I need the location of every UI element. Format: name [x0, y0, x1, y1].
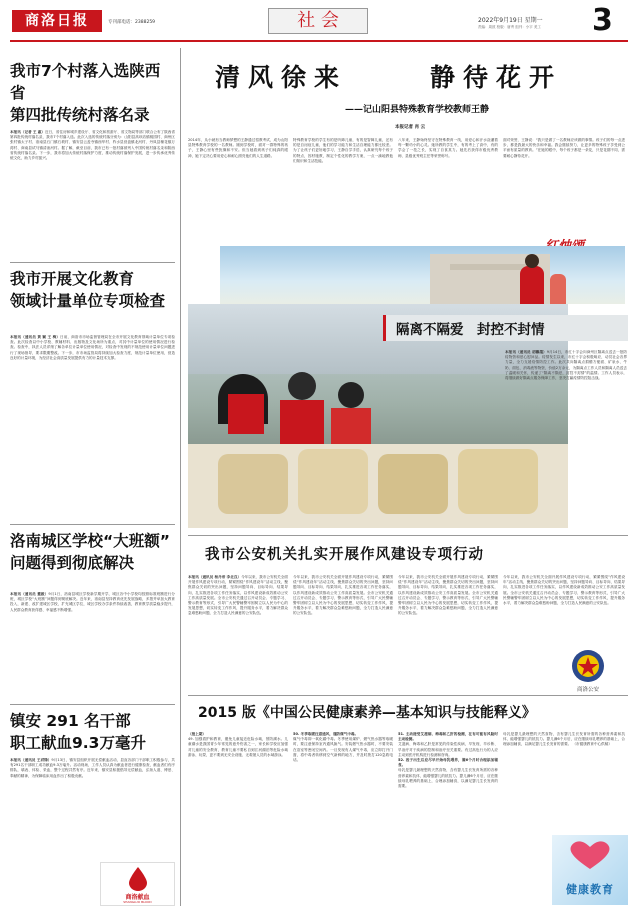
rule-3 — [10, 704, 175, 705]
blood-logo-caption: 商洛献血 — [125, 894, 150, 901]
health-section-4: 52. 孩子出生后应尽早开始母乳喂养，满6个月时合理添加辅食。 — [398, 758, 498, 768]
police-body-2: 今年以来，我市公安机关全面开展作风建设专项行动，紧紧围绕“作风建设年”活动主线，聚焦群众关切的突出问题，坚持问题导向、目标导向、结果导向，扎实推进各项工作任务落实，以作风建设新成效推动公安工作高质量发展。全市公安机关通过召开动员会、专题学习、警示教育等形式，引导广大民警辅警牢固树立以人民为中心的发展思想，切实转变工作作风，提升服务水平，着力解决群众急难愁盼问题，全力打造人民满意的公安队伍。 — [293, 575, 393, 616]
article-classes-byline: 本报讯（通讯员 董毅） — [10, 592, 49, 596]
column-divider-left — [180, 48, 181, 906]
health-source: （市健康教育中心供稿） — [572, 742, 612, 747]
health-section-2: 50. 冬季取暖注意通风，谨防煤气中毒。 — [293, 732, 359, 736]
article-classes-headline-2: 问题得到彻底解决 — [10, 554, 135, 572]
section-title — [268, 8, 368, 34]
article-blood-headline-1: 镇安 291 名干部 — [10, 712, 131, 730]
article-measurement-headline-1: 我市开展文化教育 — [10, 270, 135, 288]
blood-logo-sub: SHANGLUO BLOOD — [123, 900, 152, 904]
rule-1 — [10, 262, 175, 263]
article-blood — [10, 710, 175, 754]
article-classes-text: 9月1日，洛南县城区学校新学期开学，城区各中小学校均按照标准班额进行分班，城区学校“大班额”问题得到彻底解决。近年来，洛南县坚持教育优先发展战略，多措并举加大教育投入，新建、改扩建城区学校，扩充城区学位，城区学校办学条件持续改善，教育教学质量稳步提升，人民群众教育获得感、幸福感不断增强。 — [10, 592, 175, 612]
police-text: 今年以来，我市公安机关全面开展作风建设专项行动，紧紧围绕“作风建设年”活动主线，聚焦群众关切的突出问题，坚持问题导向、目标导向、结果导向，扎实推进各项工作任务落实，以作风建设新成效推动公安工作高质量发展。全市公安机关通过召开动员会、专题学习、警示教育等形式，引导广大民警辅警牢固树立以人民为中心的发展思想，切实转变工作作风，提升服务水平，着力解决群众急难愁盼问题，全力打造人民满意的公安队伍。 — [188, 575, 288, 616]
rule-2 — [10, 524, 175, 525]
logo-text: 商洛日报 — [25, 13, 89, 29]
article-villages-headline-2: 第四批传统村落名录 — [10, 106, 150, 124]
article-blood-text: 9月13日，镇安县组织开展无偿献血活动，县直各部门干部职工积极参与，共有291名干部职工成功献血9.3万毫升。活动现场，工作人员认真为献血者进行健康检查，献血者们有序排队，填表、体检、采血，整个过程井然有序。近年来，镇安县积极倡导无偿献血，弘扬人道、博爱、奉献的精神，为保障临床用血作出了积极贡献。 — [10, 758, 175, 778]
heart-icon — [552, 835, 628, 875]
feature-col-4: 面对荣誉，王静说：“我只是做了一名教师应该做的事情。孩子们的每一点进步，都是我最大的快乐和幸福。我会继续努力，让更多的特殊孩子享受到公平而有质量的教育。”在她的眼中，每个孩子都是一朵花，只是花期不同，需要耐心静待花开。 — [503, 138, 625, 158]
police-badge-icon — [570, 648, 606, 684]
police-body-3: 今年以来，我市公安机关全面开展作风建设专项行动，紧紧围绕“作风建设年”活动主线，聚焦群众关切的突出问题，坚持问题导向、目标导向、结果导向，扎实推进各项工作任务落实，以作风建设新成效推动公安工作高质量发展。全市公安机关通过召开动员会、专题学习、警示教育等形式，引导广大民警辅警牢固树立以人民为中心的发展思想，切实转变工作作风，提升服务水平，着力解决群众急难愁盼问题，全力打造人民满意的公安队伍。 — [398, 575, 498, 616]
feature-byline: 本报记者 肖 云 — [395, 125, 426, 130]
health-col-3 — [398, 732, 498, 906]
quarantine-headline: 隔离不隔爱 封控不封情 — [396, 322, 545, 338]
feature-photo — [220, 246, 625, 304]
edition-info: 专刊部电话：2388259 — [108, 20, 156, 25]
police-emblem — [552, 648, 624, 692]
health-text-2: 煤气中毒即一氧化碳中毒。冬季使用煤炉、燃气热水器等取暖时，要注意保持室内通风换气。安装燃气热水器时，不要安装在浴室等密闭空间内。一旦发现有人煤气中毒，应立即打开门窗，将中毒者转移到空气新鲜的地方，并及时拨打120急救电话。 — [293, 737, 393, 763]
police-byline: 本报讯（通讯员 杨丹帝 李北良） — [188, 575, 242, 579]
section-label: 社 会 — [297, 10, 339, 31]
article-measurement-text: 日前，商洛市市场监督管理局在全市开展文化教育领域计量单位专项检查。此次检查以中小学校、教辅材料、出版物及文化场所为重点，对其中计量单位的使用情况进行检查。检查中，执法人员详细了解各单位计量单位使用情况，对检查中发现的不规范使用计量单位问题进行了现场指导，要求限期整改。下一步，市市场监管局将持续加大检查力度，规范计量单位使用，营造良好的计量环境，为经济社会高质量发展提供有力的计量技术支撑。 — [10, 335, 175, 360]
quarantine-body — [505, 350, 627, 520]
feature-title-right: 静待花开 — [430, 63, 563, 92]
masthead-rule — [10, 40, 628, 42]
health-section-1: （接上期） — [188, 732, 206, 736]
article-villages-byline: 本报讯（记者 王 惠） — [10, 130, 46, 134]
police-body-1 — [188, 575, 288, 690]
feature-subtitle: ——记山阳县特殊教育学校教师王静 — [345, 105, 490, 115]
page-number: 3 — [592, 3, 613, 38]
health-section-3: 51. 主动接受艾滋病、梅毒和乙肝的检测，在有可能有风险时主动检测。 — [398, 732, 498, 742]
article-measurement — [10, 268, 175, 312]
article-measurement-body — [10, 335, 175, 515]
newspaper-logo — [12, 10, 102, 32]
health-text-4b: 母乳是婴儿最理想的天然食物，含有婴儿生长发育所需的各种营养素和抗体，能增强婴儿的抵抗力。婴儿满6个月后，应在继续母乳喂养的基础上，合理添加辅食，以满足婴儿生长发育的需要。 — [503, 732, 625, 747]
health-col-4 — [503, 732, 625, 832]
feature-col-2: 特殊教育学校的学生有的是听障儿童，有的是智障儿童，还有的是自闭症儿童，他们的学习能力和生活自理能力都比较差。为了让孩子们更好地学习，王静自学手语，认真研究每个孩子的特点，因材施教，制定个性化的教学方案，一点一滴地教他们知识和生活技能。 — [293, 138, 393, 163]
health-text-3: 艾滋病、梅毒和乙肝是常见的传染性疾病，早发现、早诊断、早治疗对于疾病的控制和治疗至关重要。有过高危行为的人应主动到医疗机构进行检测和咨询。 — [398, 742, 498, 757]
feature-col-3: 八年来，王静始终坚守在特殊教育一线，用爱心和汗水浇灌着每一颗幼小的心灵。她所教的学生中，有的考上了高中，有的学会了一技之长，实现了自食其力。她先后获得市级优秀教师、县级优秀班主任等荣誉称号。 — [398, 138, 498, 158]
article-villages-headline-1: 我市7个村落入选陕西省 — [10, 62, 161, 102]
article-measurement-headline-2: 领域计量单位专项检查 — [10, 292, 166, 310]
health-banner-text: 健康教育 — [566, 883, 614, 896]
article-blood-body — [10, 758, 175, 858]
quarantine-headline-bar — [383, 315, 628, 341]
article-measurement-byline: 本报讯（通讯员 黄 颖 王 梅） — [10, 335, 61, 339]
article-villages — [10, 60, 175, 126]
health-headline: 2015 版《中国公民健康素养—基本知识与技能释义》 — [198, 705, 536, 721]
quarantine-byline: 本报讯（通讯员 胡馨越） — [505, 350, 547, 354]
health-text-4: 母乳是婴儿最理想的天然食物，含有婴儿生长发育所需的各种营养素和抗体，能增强婴儿的抵抗力。婴儿满6个月后，应在继续母乳喂养的基础上，合理添加辅食，以满足婴儿生长发育的需要。 — [398, 768, 498, 789]
feature-title — [215, 58, 625, 98]
rule-mid — [188, 535, 628, 536]
rule-health — [188, 695, 628, 696]
police-body-4: 今年以来，我市公安机关全面开展作风建设专项行动，紧紧围绕“作风建设年”活动主线，聚焦群众关切的突出问题，坚持问题导向、目标导向、结果导向，扎实推进各项工作任务落实，以作风建设新成效推动公安工作高质量发展。全市公安机关通过召开动员会、专题学习、警示教育等形式，引导广大民警辅警牢固树立以人民为中心的发展思想，切实转变工作作风，提升服务水平，着力解决群众急难愁盼问题，全力打造人民满意的公安队伍。 — [503, 575, 625, 606]
health-banner — [552, 835, 628, 905]
article-villages-body — [10, 130, 175, 230]
masthead — [0, 0, 638, 42]
police-headline: 我市公安机关扎实开展作风建设专项行动 — [205, 547, 484, 563]
feature-col-1: 2014年，从小就有当教师梦想的王静通过招教考试，成为山阳县特殊教育学校的一名教师。刚到学校时，面对一群特殊的孩子，王静心里有些犹豫和不安。但当她看到孩子们纯真的眼神，她下定决心要用爱心和耐心照亮他们的人生道路。 — [188, 138, 288, 158]
article-classes-body — [10, 592, 175, 697]
police-emblem-caption: 商洛公安 — [576, 687, 599, 693]
health-col-2 — [293, 732, 393, 906]
blood-donation-logo — [100, 862, 175, 906]
article-blood-headline-2: 职工献血9.3万毫升 — [10, 734, 146, 752]
blood-drop-icon — [125, 865, 151, 891]
health-text-1: 49. 加强看护和教育，避免儿童接近危险水域，预防溺水。儿童溺水是我国青少年常见的意外伤害之一，家长和学校应加强对儿童的安全教育，教育儿童不要私自到江河湖泊等危险水域游泳、玩耍，更不要到无安全设施、无救援人员的水域游泳。 — [188, 737, 288, 757]
page-date: 2022年9月19日 星期一 — [478, 17, 543, 24]
article-classes-headline-1: 洛南城区学校“大班额” — [10, 532, 170, 550]
feature-title-left: 清风徐来 — [215, 63, 348, 92]
article-blood-byline: 本报讯（通讯员 王君锋） — [10, 758, 52, 762]
health-col-1 — [188, 732, 288, 906]
quarantine-text: 9月14日，市红十字会向商州区隔离点送去一批防疫物资和爱心慰问品。疫情发生以来，市红十字会积极响应，动员社会各界力量，全力支援疫情防控工作。此次共向隔离点捐赠方便面、矿泉水、牛奶、面包、消毒液等物资，价值2万余元，为隔离点工作人员和隔离人员送去了温暖和关怀，传递了“隔离不隔爱，封控不封情”的温情。工作人员表示，将继续做好隔离点服务保障工作，坚决打赢疫情防控阻击战。 — [505, 350, 627, 381]
article-villages-text: 近日，省住房和城乡建设厅、省文化和旅游厅、省文物局等部门联合公布了陕西省第四批传统村落名录，我市7个村落入选。此次入选的传统村落分别为：山阳县高坝店镇桃园村、商州区张村镇太子村、洛南县石门镇石坡村、镇安县云盖寺镇西华村、柞水县营盘镇北河村、丹凤县棣花镇万湾村、商南县试马镇清油河村。据了解，截至目前，我市已有一批村落被列入中国传统村落名录和陕西省传统村落名录。下一步，我市将加大传统村落保护力度，推动传统村落保护发展，进一步传承优秀传统文化，助力乡村振兴。 — [10, 130, 175, 161]
article-classes — [10, 530, 175, 574]
staff-credits: 责编：周波 校版：唐秀 组刊：小宇 美工 — [478, 25, 541, 29]
